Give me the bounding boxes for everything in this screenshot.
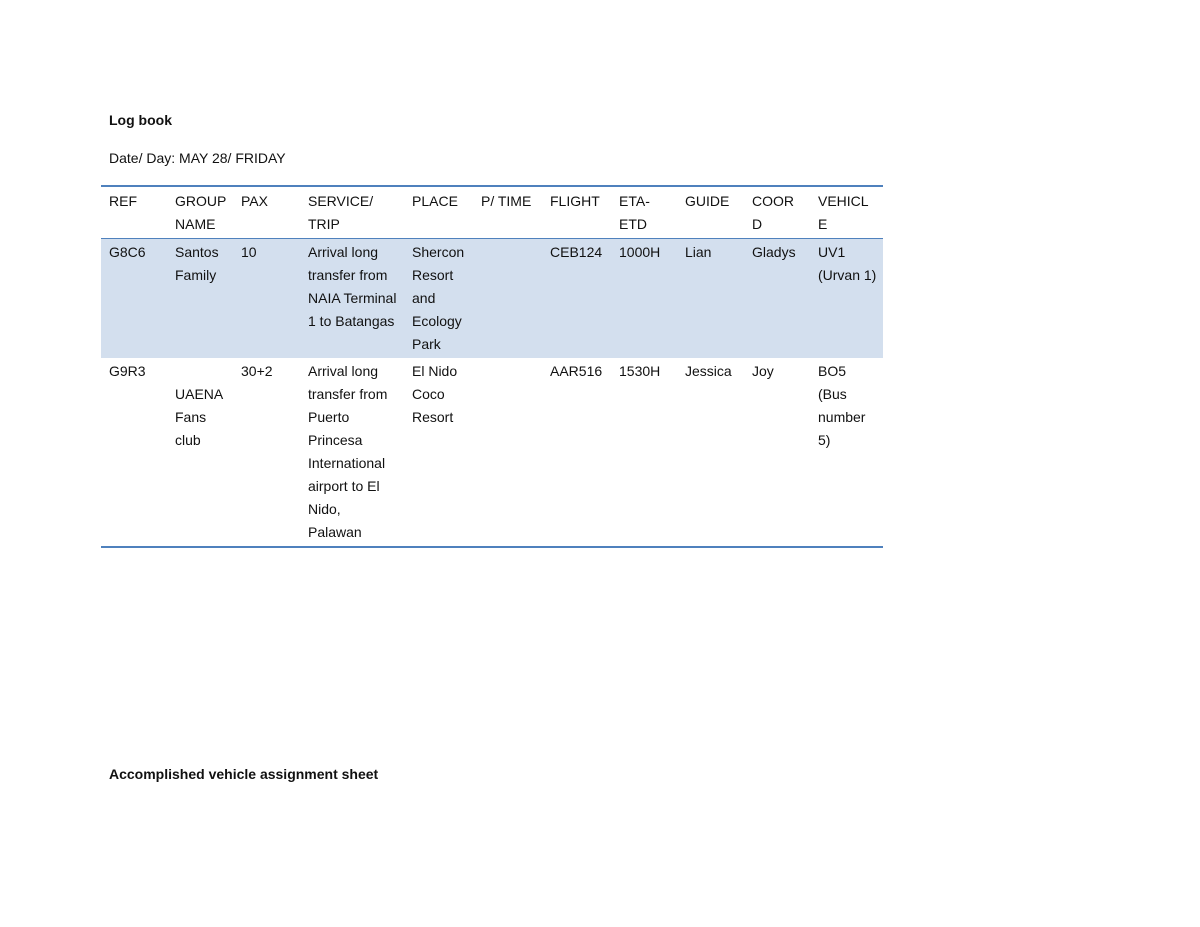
cell-service-trip: Arrival long transfer from Puerto Princesa International airport to El Nido, Palawan <box>308 363 388 540</box>
footer-title: Accomplished vehicle assignment sheet <box>109 766 379 782</box>
table-row <box>101 239 883 359</box>
cell-ref: G9R3 <box>109 363 146 379</box>
cell-eta-etd: 1000H <box>611 239 677 359</box>
cell-p-time <box>473 239 542 359</box>
log-table <box>101 185 883 548</box>
cell-place: El Nido Coco Resort <box>412 363 458 425</box>
table-row <box>101 358 883 547</box>
cell-vehicle: BO5 (Bus number 5) <box>818 363 866 448</box>
header-pax: PAX <box>233 186 300 239</box>
cell-group-name: Santos Family <box>167 239 233 359</box>
document-title: Log book <box>109 112 172 128</box>
cell-group-name-text: UAENA Fans club <box>175 386 223 448</box>
header-flight: FLIGHT <box>542 186 611 239</box>
cell-p-time <box>473 358 542 547</box>
cell-guide: Jessica <box>685 363 732 379</box>
header-place: PLACE <box>404 186 473 239</box>
cell-flight: AAR516 <box>550 363 603 379</box>
header-guide: GUIDE <box>677 186 744 239</box>
cell-coord: Joy <box>752 363 774 379</box>
cell-coord: Gladys <box>744 239 810 359</box>
cell-service-trip: Arrival long transfer from NAIA Terminal 1 to Batangas <box>300 239 404 359</box>
header-service-trip: SERVICE/ TRIP <box>300 186 404 239</box>
header-coord: COORD <box>744 186 810 239</box>
table-header-row <box>101 186 883 239</box>
date-line: Date/ Day: MAY 28/ FRIDAY <box>109 150 286 166</box>
cell-vehicle: UV1 (Urvan 1) <box>810 239 883 359</box>
header-vehicle: VEHICLE <box>810 186 883 239</box>
header-ref: REF <box>101 186 167 239</box>
cell-flight: CEB124 <box>542 239 611 359</box>
header-eta-etd: ETA-ETD <box>611 186 677 239</box>
header-group-name: GROUP NAME <box>167 186 233 239</box>
cell-pax: 30+2 <box>241 363 273 379</box>
header-p-time: P/ TIME <box>473 186 542 239</box>
cell-pax: 10 <box>233 239 300 359</box>
cell-eta-etd: 1530H <box>619 363 661 379</box>
cell-place: Shercon Resort and Ecology Park <box>404 239 473 359</box>
cell-ref: G8C6 <box>101 239 167 359</box>
cell-group-name <box>167 358 233 547</box>
cell-guide: Lian <box>677 239 744 359</box>
